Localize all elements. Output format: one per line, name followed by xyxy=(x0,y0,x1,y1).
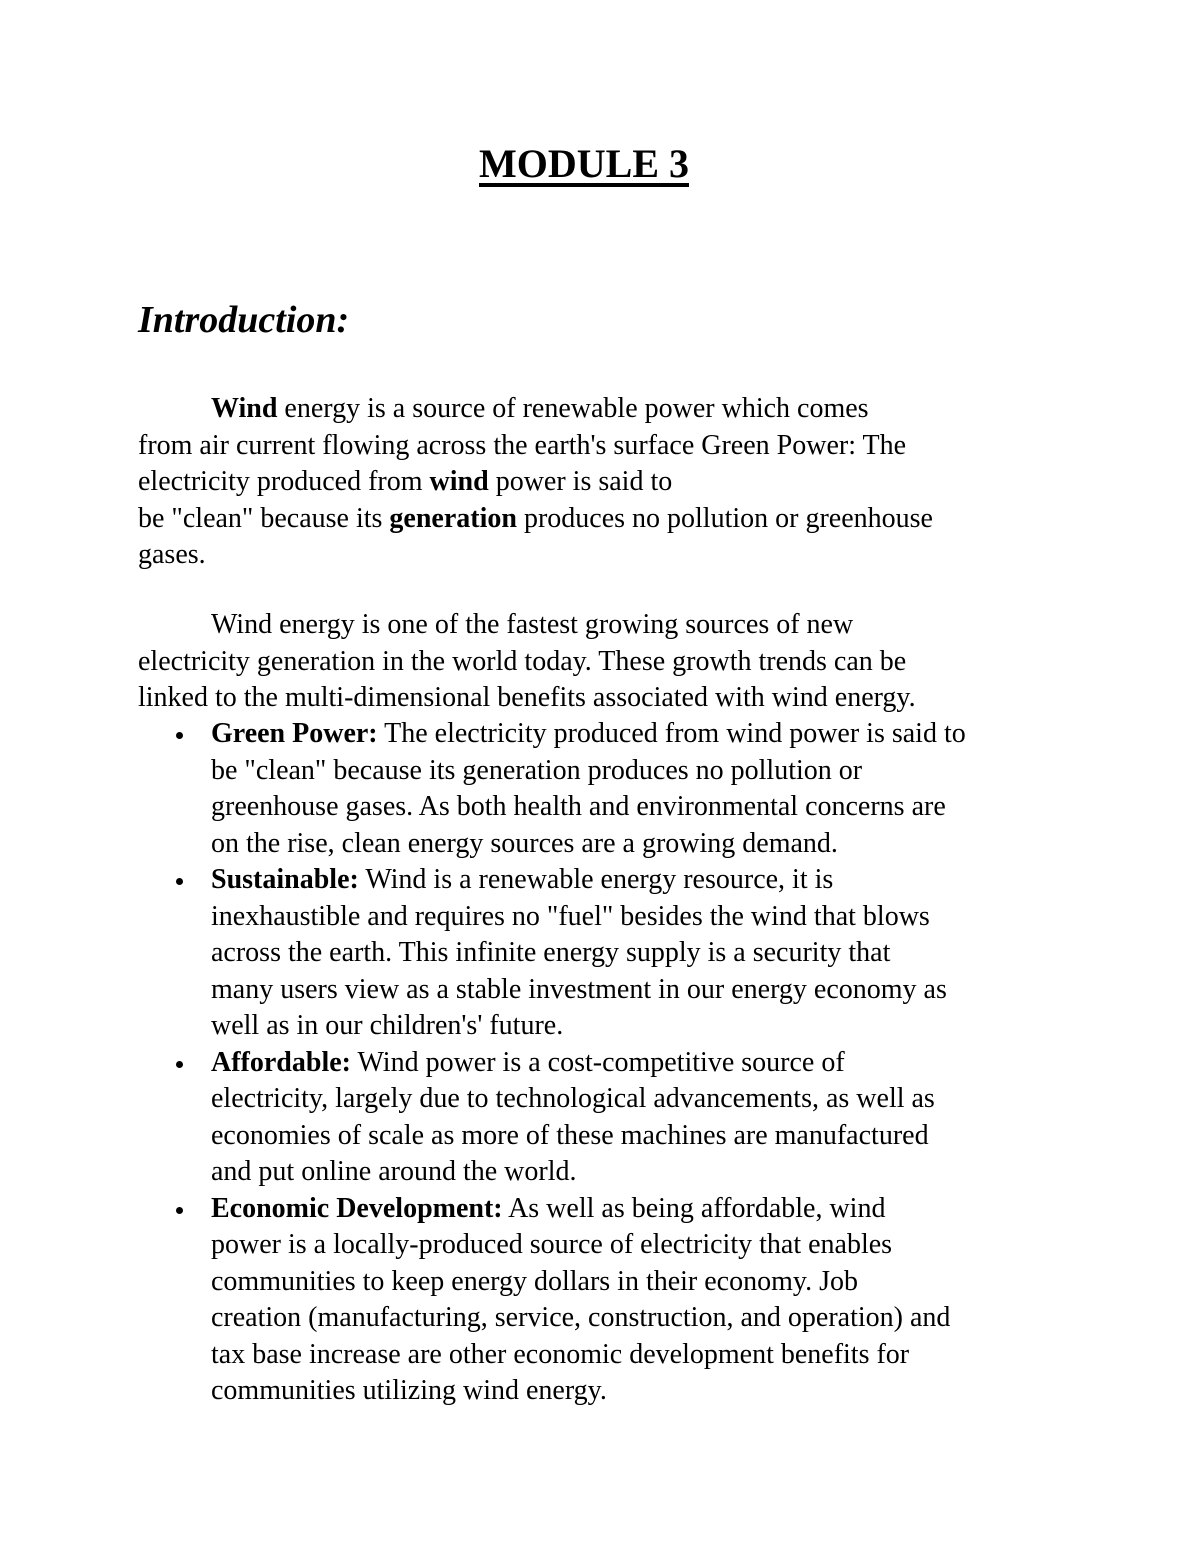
intro-paragraph xyxy=(138,391,1058,574)
item-label: Green Power: xyxy=(211,718,378,749)
item-line: well as in our children's' future. xyxy=(211,1010,564,1041)
line-text: Wind power is a cost-competitive source of xyxy=(350,1046,845,1078)
item-line xyxy=(211,862,1078,899)
growth-paragraph xyxy=(138,607,1058,717)
paragraph-line xyxy=(138,464,1058,501)
line-text: The electricity produced from wind power is said to xyxy=(377,718,966,749)
introduction-heading: Introduction: xyxy=(138,299,350,341)
line-text: produces no pollution or greenhouse xyxy=(516,502,933,534)
list-item xyxy=(138,716,1078,862)
item-line: greenhouse gases. As both health and environmental concerns are xyxy=(211,791,946,822)
line-text: electricity produced from xyxy=(138,466,430,497)
paragraph-line xyxy=(138,501,1058,538)
bullet-icon xyxy=(176,878,183,885)
item-line: economies of scale as more of these machines are manufactured xyxy=(211,1119,929,1151)
item-line: electricity, largely due to technological advancements, as well as xyxy=(211,1083,935,1114)
bullet-icon xyxy=(176,1061,183,1068)
item-line xyxy=(211,1191,1078,1228)
item-line: creation (manufacturing, service, construction, and operation) and xyxy=(211,1302,951,1333)
line-text: Wind is a renewable energy resource, it is xyxy=(358,864,834,895)
line-text: power is said to xyxy=(488,466,673,497)
line-text: As well as being affordable, wind xyxy=(502,1192,886,1224)
item-label: Sustainable: xyxy=(211,864,359,895)
item-line: across the earth. This infinite energy supply is a security that xyxy=(211,937,891,968)
list-item xyxy=(138,862,1078,1045)
line-text: be "clean" because its xyxy=(138,502,390,534)
item-label: Affordable: xyxy=(211,1046,351,1078)
item-line: be "clean" because its generation produces no pollution or xyxy=(211,754,863,786)
item-line: inexhaustible and requires no "fuel" besides the wind that blows xyxy=(211,900,930,932)
item-line xyxy=(211,716,1078,753)
paragraph-line: gases. xyxy=(138,539,206,570)
bold-term: wind xyxy=(429,466,489,497)
line-text: energy is a source of renewable power which comes xyxy=(277,393,869,424)
paragraph-line: Wind energy is one of the fastest growing sources of new xyxy=(211,609,854,640)
bold-term: generation xyxy=(389,502,517,534)
item-line: power is a locally-produced source of electricity that enables xyxy=(211,1229,893,1260)
list-item xyxy=(138,1045,1078,1191)
item-line: and put online around the world. xyxy=(211,1156,577,1187)
paragraph-line: from air current flowing across the earth's surface Green Power: The xyxy=(138,429,907,461)
bullet-icon xyxy=(176,1207,183,1214)
paragraph-line: linked to the multi-dimensional benefits associated with wind energy. xyxy=(138,682,916,713)
bold-term: Wind xyxy=(211,393,278,424)
paragraph-line xyxy=(138,391,1058,428)
module-title: MODULE 3 xyxy=(479,141,689,186)
list-item xyxy=(138,1191,1078,1410)
item-line: many users view as a stable investment in our energy economy as xyxy=(211,973,947,1005)
item-line: on the rise, clean energy sources are a growing demand. xyxy=(211,827,838,859)
item-line: tax base increase are other economic development benefits for xyxy=(211,1338,910,1370)
bullet-icon xyxy=(176,732,183,739)
item-label: Economic Development: xyxy=(211,1192,503,1224)
item-line xyxy=(211,1045,1078,1082)
item-line: communities utilizing wind energy. xyxy=(211,1375,607,1406)
item-line: communities to keep energy dollars in their economy. Job xyxy=(211,1265,858,1297)
paragraph-line: electricity generation in the world today. These growth trends can be xyxy=(138,645,907,677)
benefits-list xyxy=(138,716,1078,1410)
